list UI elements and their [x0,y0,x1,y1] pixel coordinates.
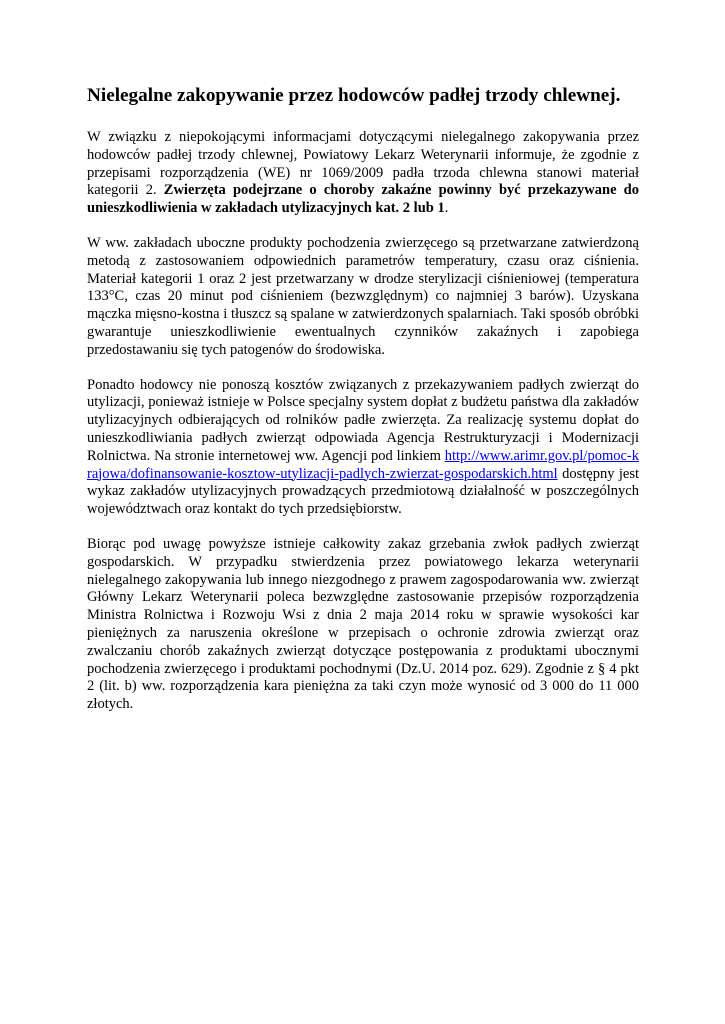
document-title: Nielegalne zakopywanie przez hodowców padłej trzody chlewnej. [87,85,621,106]
paragraph-1-end: . [444,200,449,217]
paragraph-3 [87,377,639,519]
paragraph-3-after: dostępny jest wykaz zakładów utylizacyjnych prowadzących przedmiotową działalność w poszczególnych województwach oraz kontakt do tych przedsiębiorstw. [87,465,639,518]
paragraph-3-before: Ponadto hodowcy nie ponoszą kosztów związanych z przekazywaniem padłych zwierząt do utylizacji, ponieważ istnieje w Polsce specjalny system dopłat z budżetu państwa dla zakładów utylizacyjnych odbierających od rolników padłe zwierzęta. Za realizację systemu dopłat do unieszkodliwiania padłych zwierząt odpowiada Agencja Restrukturyzacji i Modernizacji Rolnictwa. Na stronie internetowej ww. Agencji pod linkiem [87,376,639,464]
paragraph-4: Biorąc pod uwagę powyższe istnieje całkowity zakaz grzebania zwłok padłych zwierząt gospodarskich. W przypadku stwierdzenia przez powiatowego lekarza weterynarii nielegalnego zakopywania lub innego niezgodnego z prawem zagospodarowania ww. zwierząt Główny Lekarz Weterynarii poleca bezwzględne zastosowanie przepisów rozporządzenia Ministra Rolnictwa i Rozwoju Wsi z dnia 2 maja 2014 roku w sprawie wysokości kar pieniężnych za naruszenia określone w przepisach o ochronie zdrowia zwierząt oraz zwalczaniu chorób zakaźnych zwierząt dotyczące postępowania z produktami ubocznymi pochodzenia zwierzęcego i produktami pochodnymi (Dz.U. 2014 poz. 629). Zgodnie z § 4 pkt 2 (lit. b) ww. rozporządzenia kara pieniężna za taki czyn może wynosić od 3 000 do 11 000 złotych. [87,535,639,713]
document-page [87,84,639,731]
arimr-link[interactable]: http://www.arimr.gov.pl/pomoc-krajowa/dofinansowanie-kosztow-utylizacji-padlych-zwierzat-gospodarskich.html [87,447,639,482]
paragraph-1 [87,129,639,218]
paragraph-1-bold: Zwierzęta podejrzane o choroby zakaźne powinny być przekazywane do unieszkodliwienia w zakładach utylizacyjnych kat. 2 lub 1 [87,182,639,217]
paragraph-1-text: W związku z niepokojącymi informacjami dotyczącymi nielegalnego zakopywania przez hodowców padłej trzody chlewnej, Powiatowy Lekarz Weterynarii informuje, że zgodnie z przepisami rozporządzenia (WE) nr 1069/2009 padła trzoda chlewna stanowi materiał kategorii 2. [87,129,639,199]
paragraph-2: W ww. zakładach uboczne produkty pochodzenia zwierzęcego są przetwarzane zatwierdzoną metodą z zastosowaniem odpowiednich parametrów temperatury, czasu oraz ciśnienia. Materiał kategorii 1 oraz 2 jest przetwarzany w drodze sterylizacji ciśnieniowej (temperatura 133°C, czas 20 minut pod ciśnieniem (bezwzględnym) co najmniej 3 barów). Uzyskana mączka mięsno-kostna i tłuszcz są spalane w zatwierdzonych spalarniach. Taki sposób obróbki gwarantuje unieszkodliwienie ewentualnych czynników zakaźnych i zapobiega przedostawaniu się tych patogenów do środowiska. [87,234,639,358]
